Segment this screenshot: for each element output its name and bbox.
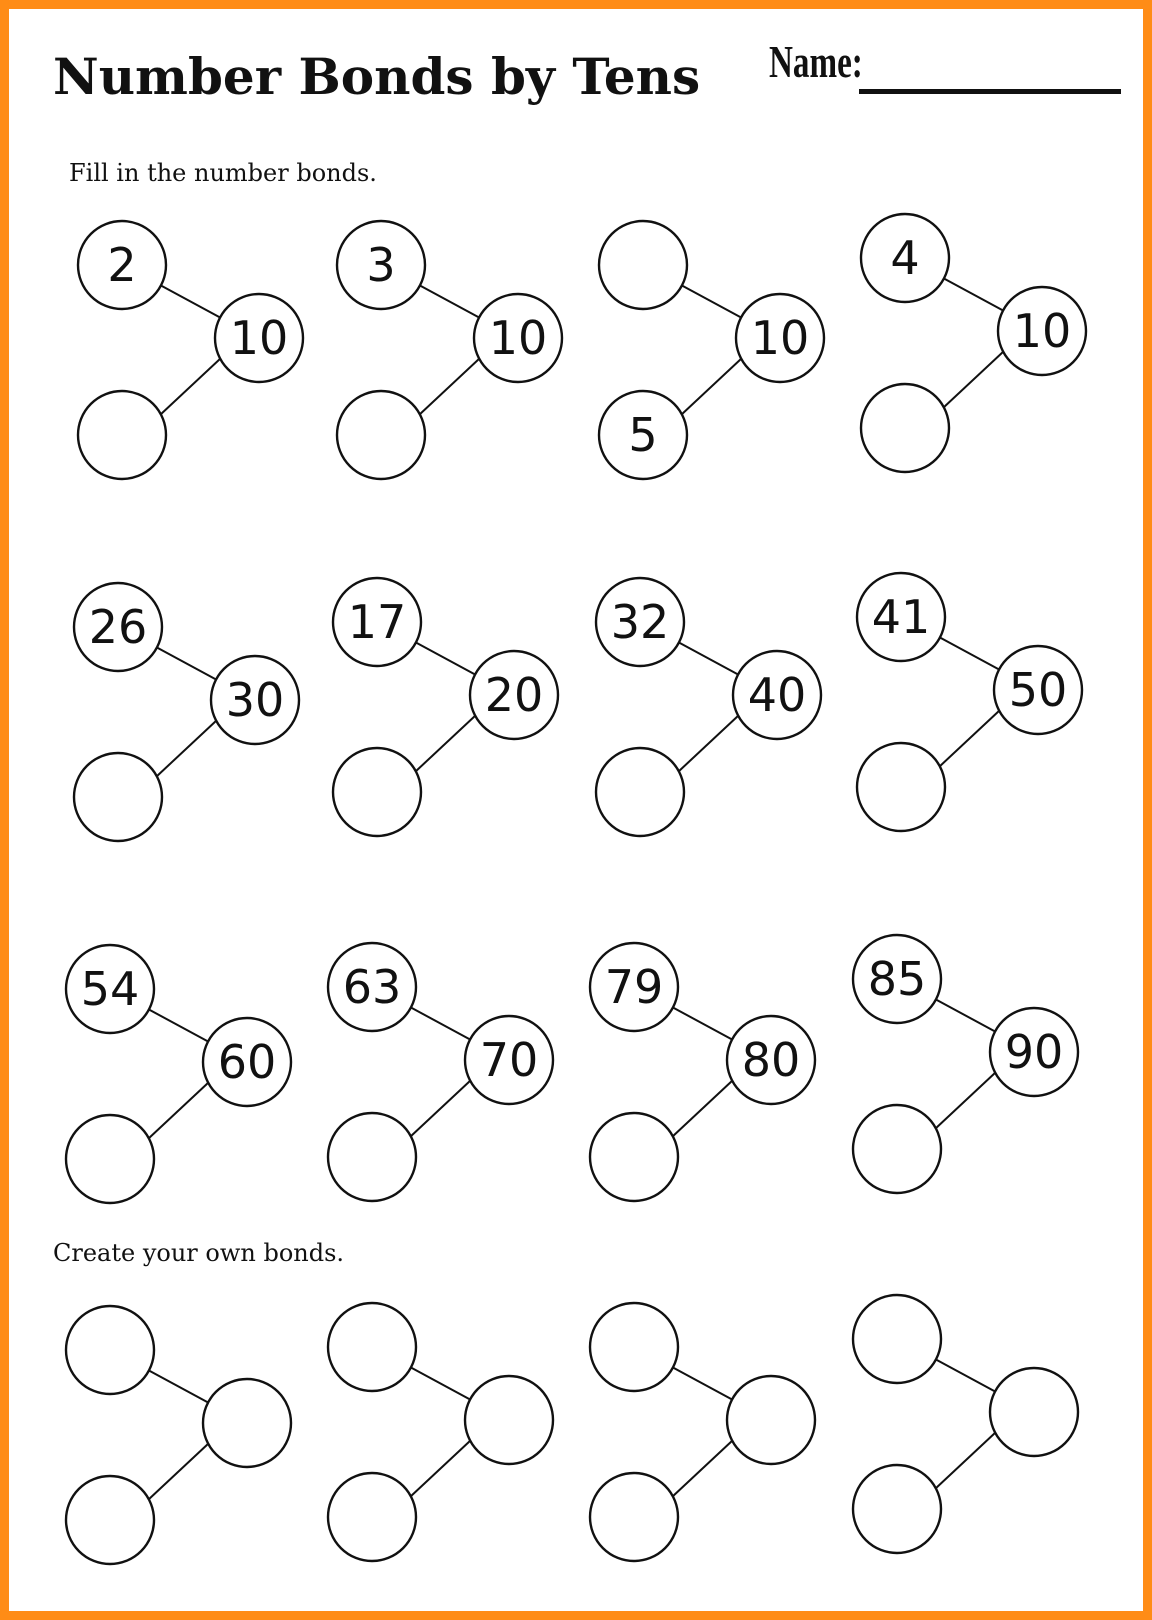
part-top-number: 79	[604, 960, 664, 1014]
part-circle-bottom[interactable]	[328, 1113, 416, 1201]
part-top-number: 32	[610, 595, 670, 649]
connector-line	[943, 278, 1004, 311]
connector-line	[678, 715, 739, 772]
connector-line	[672, 1007, 733, 1040]
part-circle-bottom[interactable]	[861, 384, 949, 472]
part-circle-top[interactable]	[599, 221, 687, 309]
part-circle-bottom[interactable]	[337, 391, 425, 479]
part-top-number: 17	[347, 595, 407, 649]
connector-line	[681, 358, 742, 415]
part-circle-top[interactable]	[328, 1303, 416, 1391]
connector-line	[410, 1367, 471, 1400]
whole-number: 30	[225, 673, 285, 727]
connector-line	[415, 642, 476, 675]
part-circle-bottom[interactable]	[74, 753, 162, 841]
connector-line	[160, 358, 221, 415]
part-top-number: 85	[867, 952, 927, 1006]
whole-number: 10	[488, 311, 548, 365]
connector-line	[410, 1080, 471, 1137]
part-circle-bottom[interactable]	[66, 1476, 154, 1564]
part-circle-top[interactable]	[590, 1303, 678, 1391]
connector-line	[672, 1440, 733, 1497]
whole-circle[interactable]	[990, 1368, 1078, 1456]
part-circle-bottom[interactable]	[853, 1105, 941, 1193]
part-top-number: 41	[871, 590, 931, 644]
part-top-number: 3	[366, 238, 396, 292]
whole-circle[interactable]	[203, 1379, 291, 1467]
whole-number: 60	[217, 1035, 277, 1089]
connector-line	[148, 1082, 209, 1139]
connector-line	[419, 358, 480, 415]
part-top-number: 63	[342, 960, 402, 1014]
connector-line	[935, 999, 996, 1032]
connector-line	[148, 1009, 209, 1042]
connector-line	[148, 1443, 209, 1500]
connector-line	[678, 642, 739, 675]
whole-number: 10	[750, 311, 810, 365]
part-top-number: 54	[80, 962, 140, 1016]
part-circle-bottom[interactable]	[590, 1473, 678, 1561]
connector-line	[672, 1080, 733, 1137]
part-circle-bottom[interactable]	[857, 743, 945, 831]
whole-circle[interactable]	[465, 1376, 553, 1464]
connector-line	[935, 1359, 996, 1392]
whole-number: 10	[1012, 304, 1072, 358]
connector-line	[415, 715, 476, 772]
part-top-number: 2	[107, 238, 137, 292]
connector-line	[156, 720, 217, 777]
whole-number: 40	[747, 668, 807, 722]
connector-line	[943, 351, 1004, 408]
connector-line	[939, 710, 1000, 767]
connector-line	[419, 285, 480, 318]
whole-number: 50	[1008, 663, 1068, 717]
connector-line	[156, 647, 217, 680]
part-circle-bottom[interactable]	[590, 1113, 678, 1201]
create-instruction: Create your own bonds.	[53, 1239, 345, 1267]
part-circle-bottom[interactable]	[596, 748, 684, 836]
whole-number: 70	[479, 1033, 539, 1087]
part-circle-bottom[interactable]	[853, 1465, 941, 1553]
connector-line	[410, 1007, 471, 1040]
part-top-number: 4	[890, 231, 920, 285]
part-circle-bottom[interactable]	[66, 1115, 154, 1203]
part-circle-bottom[interactable]	[328, 1473, 416, 1561]
part-bottom-number: 5	[628, 408, 658, 462]
connector-line	[410, 1440, 471, 1497]
whole-number: 80	[741, 1033, 801, 1087]
connector-line	[681, 285, 742, 318]
connector-line	[148, 1370, 209, 1403]
part-circle-top[interactable]	[66, 1306, 154, 1394]
page-title: Number Bonds by Tens	[53, 47, 701, 106]
connector-line	[939, 637, 1000, 670]
connector-line	[672, 1367, 733, 1400]
name-label: Name:	[769, 36, 863, 87]
fill-instruction: Fill in the number bonds.	[69, 159, 377, 187]
part-circle-bottom[interactable]	[333, 748, 421, 836]
part-top-number: 26	[88, 600, 148, 654]
connector-line	[160, 285, 221, 318]
whole-number: 90	[1004, 1025, 1064, 1079]
part-circle-top[interactable]	[853, 1295, 941, 1383]
whole-number: 20	[484, 668, 544, 722]
part-circle-bottom[interactable]	[78, 391, 166, 479]
whole-circle[interactable]	[727, 1376, 815, 1464]
connector-line	[935, 1072, 996, 1129]
connector-line	[935, 1432, 996, 1489]
whole-number: 10	[229, 311, 289, 365]
